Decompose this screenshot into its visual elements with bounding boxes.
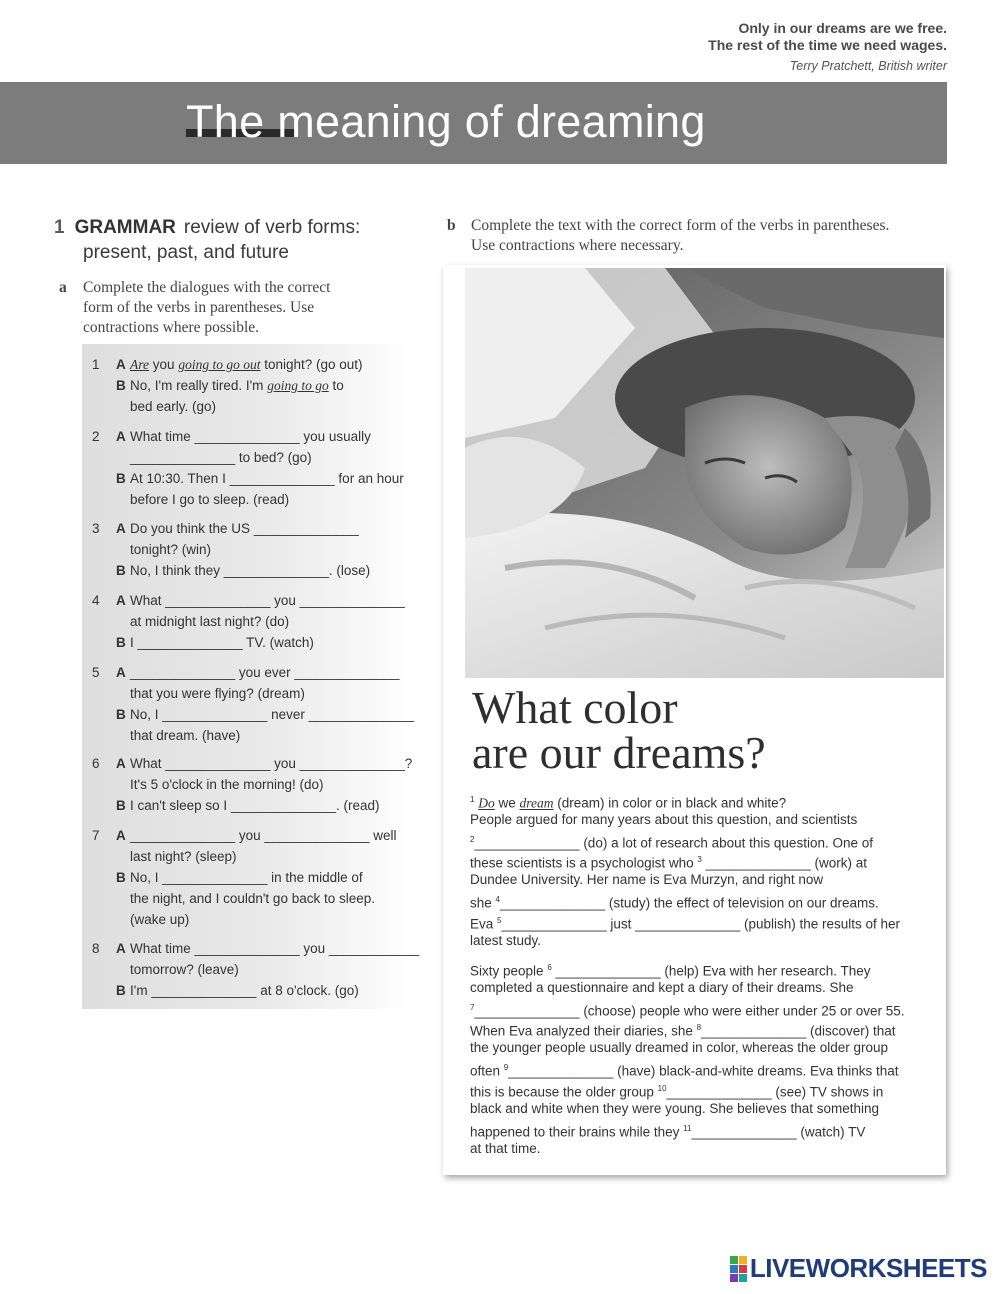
article-text: When Eva analyzed their diaries, she [470, 1023, 693, 1039]
dialogue-text[interactable]: No, I ______________ never ______________ [130, 707, 414, 722]
dialogue-text: you [152, 357, 175, 372]
gap-number: 4 [495, 895, 500, 905]
part-a-instructions [59, 278, 379, 338]
article-text: often [470, 1063, 501, 1079]
dialogue-text: the night, and I couldn't go back to sleep. [130, 891, 375, 906]
dialogue-text[interactable]: No, I ______________ in the middle of [130, 870, 363, 885]
article-text[interactable]: ______________ (study) the effect of television on our dreams. [500, 895, 879, 911]
gap-number: 7 [470, 1003, 475, 1013]
dialogue-text: tonight? (go out) [264, 357, 363, 372]
dialogue-text: tonight? (win) [130, 542, 212, 557]
article-text: these scientists is a psychologist who [470, 855, 694, 871]
dialogue-text: No, I'm really tired. I'm [130, 378, 264, 393]
speaker-b: B [116, 563, 126, 578]
speaker-b: B [116, 798, 126, 813]
dialogue-text[interactable]: I ______________ TV. (watch) [130, 635, 314, 650]
dialogue-text: It's 5 o'clock in the morning! (do) [130, 777, 324, 792]
article-text: (dream) in color or in black and white? [557, 795, 787, 811]
page-title: The meaning of dreaming [186, 96, 706, 147]
article-text[interactable]: ______________ (help) Eva with her research. They [555, 963, 871, 979]
gap-number: 1 [470, 795, 475, 804]
speaker-a: A [116, 828, 126, 843]
dialogue-text: at midnight last night? (do) [130, 614, 290, 629]
quote-line-1: Only in our dreams are we free. [738, 20, 947, 36]
dialogue-text[interactable]: What ______________ you ______________ [130, 593, 405, 608]
part-b-letter: b [447, 217, 456, 234]
item-number: 2 [92, 429, 100, 444]
gap-number: 3 [697, 855, 702, 865]
item-number: 4 [92, 593, 100, 608]
dialogue-text[interactable]: Do you think the US ______________ [130, 521, 359, 536]
gap-number: 6 [547, 963, 552, 972]
article-paragraph-1 [470, 790, 900, 951]
article-text[interactable]: ______________ (watch) TV [691, 1124, 866, 1140]
gap-number: 11 [683, 1123, 692, 1133]
article-heading [472, 682, 766, 778]
speaker-a: A [116, 521, 126, 536]
part-b-instructions [447, 216, 947, 256]
speaker-b: B [116, 378, 126, 393]
liveworksheets-logo[interactable] [730, 1253, 987, 1284]
section-subtitle-2: present, past, and future [83, 242, 289, 263]
gap-number: 9 [503, 1063, 509, 1073]
article-paragraph-2 [470, 958, 905, 1159]
section-heading [54, 215, 424, 265]
article-text[interactable]: ______________ (choose) people who were either under 25 or over 55. [474, 1003, 905, 1019]
dialogue-text[interactable]: What time ______________ you usually [130, 429, 371, 444]
dialogue-text[interactable]: No, I think they ______________. (lose) [130, 563, 371, 578]
speaker-a: A [116, 665, 126, 680]
item-number: 6 [92, 756, 100, 771]
speaker-a: A [116, 756, 126, 771]
gap-number: 2 [470, 835, 475, 845]
dialogue-text[interactable]: At 10:30. Then I ______________ for an hour [130, 471, 404, 486]
speaker-a: A [116, 357, 126, 372]
article-card [443, 265, 946, 1175]
gap-number: 10 [657, 1083, 667, 1093]
article-heading-line-1: What color [472, 682, 678, 733]
dialogue-text: that dream. (have) [130, 728, 241, 743]
dialogue-text[interactable]: What time ______________ you ____________ [130, 941, 419, 956]
gap-number: 5 [497, 915, 502, 925]
article-text: completed a questionnaire and kept a diary of their dreams. She [470, 980, 854, 996]
section-grammar-label: GRAMMAR [74, 217, 176, 238]
part-b-line-1: Complete the text with the correct form of the verbs in parentheses. [471, 217, 890, 234]
dialogue-text: tomorrow? (leave) [130, 962, 239, 977]
logo-squares-icon [730, 1256, 747, 1282]
speaker-b: B [116, 471, 126, 486]
speaker-b: B [116, 870, 126, 885]
dialogue-text: before I go to sleep. (read) [130, 492, 290, 507]
gap-number: 8 [696, 1023, 702, 1033]
article-text: Eva [470, 916, 494, 932]
dialogue-text[interactable]: What ______________ you ______________? [130, 756, 413, 771]
quote-block [708, 20, 947, 73]
part-a-line-1: Complete the dialogues with the correct [83, 279, 331, 296]
answer-blank[interactable]: going to go [267, 378, 329, 393]
article-text: this is because the older group [470, 1084, 654, 1100]
answer-blank[interactable]: Do [478, 795, 495, 811]
speaker-a: A [116, 941, 126, 956]
dialogue-text[interactable]: ______________ to bed? (go) [130, 450, 312, 465]
article-text[interactable]: ______________ (have) black-and-white dreams. Eva thinks that [508, 1063, 899, 1079]
article-text: the younger people usually dreamed in color, whereas the older group [470, 1040, 889, 1056]
article-text: Sixty people [470, 963, 544, 979]
part-a-line-3: contractions where possible. [83, 319, 260, 336]
item-number: 3 [92, 521, 100, 536]
dialogue-text: bed early. (go) [130, 399, 217, 414]
article-text: at that time. [470, 1140, 541, 1156]
part-b-line-2: Use contractions where necessary. [471, 237, 684, 254]
speaker-a: A [116, 429, 126, 444]
article-text: we [498, 795, 516, 811]
article-text[interactable]: ______________ just ______________ (publish) the results of her [501, 916, 901, 932]
dialogue-text: that you were flying? (dream) [130, 686, 305, 701]
dialogue-text: last night? (sleep) [130, 849, 237, 864]
logo-text: LIVEWORKSHEETS [749, 1253, 987, 1283]
dialogue-text: to [332, 378, 344, 393]
dialogue-text[interactable]: I can't sleep so I ______________. (read) [130, 798, 380, 813]
article-text[interactable]: ______________ (see) TV shows in [666, 1084, 884, 1100]
speaker-b: B [116, 983, 126, 998]
answer-blank[interactable]: going to go out [178, 357, 261, 372]
section-number: 1 [54, 217, 65, 238]
article-text: People argued for many years about this question, and scientists [470, 812, 858, 828]
article-text: she [470, 895, 492, 911]
answer-blank[interactable]: Are [130, 357, 149, 372]
part-a-line-2: form of the verbs in parentheses. Use [83, 299, 315, 316]
item-number: 7 [92, 828, 100, 843]
part-a-letter: a [59, 279, 67, 296]
dialogue-text[interactable]: ______________ you ______________ well [130, 828, 397, 843]
title-banner [0, 82, 947, 164]
quote-line-2: The rest of the time we need wages. [708, 37, 947, 53]
dialogue-text[interactable]: I'm ______________ at 8 o'clock. (go) [130, 983, 359, 998]
article-text[interactable]: ______________ (discover) that [701, 1023, 896, 1039]
speaker-b: B [116, 635, 126, 650]
article-text: happened to their brains while they [470, 1124, 680, 1140]
speaker-a: A [116, 593, 126, 608]
speaker-b: B [116, 707, 126, 722]
article-text[interactable]: ______________ (do) a lot of research about this question. One of [474, 835, 873, 851]
article-text: Dundee University. Her name is Eva Murzyn, and right now [470, 872, 824, 888]
item-number: 8 [92, 941, 100, 956]
dialogue-text: (wake up) [130, 912, 190, 927]
sleeping-man-photo [465, 268, 944, 678]
section-subtitle-1: review of verb forms: [183, 217, 361, 238]
article-text: black and white when they were young. She believes that something [470, 1100, 880, 1116]
article-heading-line-2: are our dreams? [472, 727, 766, 778]
item-number: 5 [92, 665, 100, 680]
quote-author: Terry Pratchett, British writer [789, 59, 947, 73]
item-number: 1 [92, 357, 100, 372]
article-text[interactable]: ______________ (work) at [705, 855, 867, 871]
dialogue-text[interactable]: ______________ you ever ______________ [130, 665, 400, 680]
answer-blank[interactable]: dream [519, 795, 554, 811]
article-text: latest study. [470, 932, 542, 948]
